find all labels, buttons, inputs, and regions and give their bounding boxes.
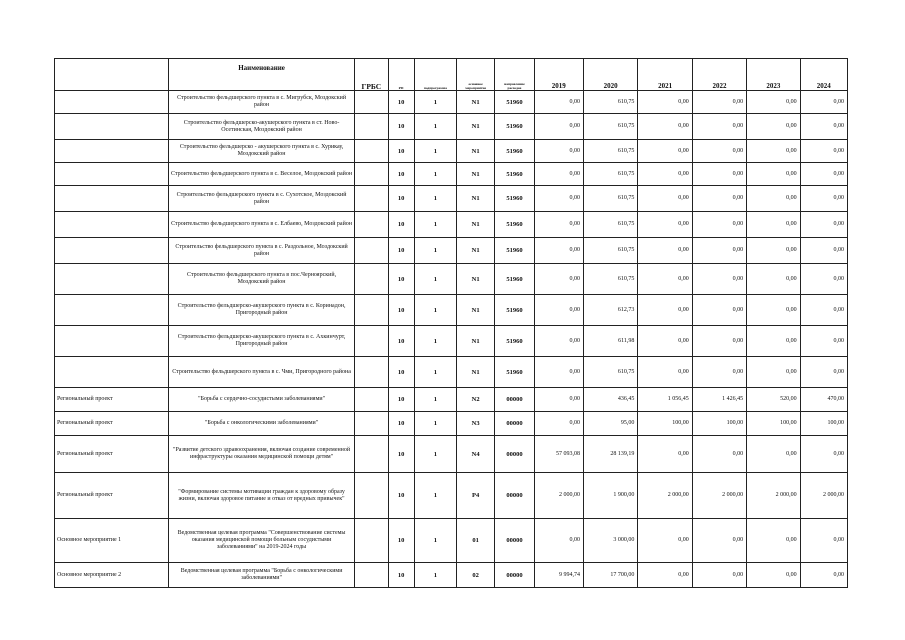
- row-rz: 10: [388, 163, 414, 186]
- row-value-2021: 2 000,00: [638, 473, 692, 519]
- row-category: [55, 295, 169, 326]
- row-main-event: N1: [457, 186, 495, 212]
- header-year-2024: 2024: [800, 59, 847, 91]
- row-rz: 10: [388, 388, 414, 412]
- row-value-2022: 100,00: [692, 412, 746, 436]
- row-value-2022: 2 000,00: [692, 473, 746, 519]
- row-main-event: N1: [457, 238, 495, 264]
- row-subprogram: 1: [414, 186, 456, 212]
- row-value-2021: 0,00: [638, 326, 692, 357]
- table-row: [55, 140, 848, 163]
- row-value-2024: 0,00: [800, 163, 847, 186]
- table-row: [55, 412, 848, 436]
- row-main-event: 02: [457, 563, 495, 588]
- row-direction: 00000: [495, 519, 534, 563]
- row-subprogram: 1: [414, 114, 456, 140]
- row-rz: 10: [388, 357, 414, 388]
- row-value-2022: 0,00: [692, 264, 746, 295]
- row-value-2019: 9 994,74: [534, 563, 583, 588]
- row-value-2019: 0,00: [534, 357, 583, 388]
- row-name: Строительство фельдшерско-акушерского пункта в с. Коринадон, Пригородный район: [168, 295, 354, 326]
- row-category: Региональный проект: [55, 436, 169, 473]
- row-subprogram: 1: [414, 519, 456, 563]
- row-value-2020: 610,75: [583, 238, 637, 264]
- row-direction: 00000: [495, 388, 534, 412]
- row-main-event: N1: [457, 326, 495, 357]
- row-grbs: [355, 473, 388, 519]
- table-row: [55, 519, 848, 563]
- row-value-2023: 0,00: [747, 295, 800, 326]
- table-row: [55, 114, 848, 140]
- row-value-2022: 0,00: [692, 436, 746, 473]
- table-row: [55, 238, 848, 264]
- row-value-2020: 610,75: [583, 140, 637, 163]
- row-name: Строительство фельдшерского пункта в с. Веселое, Моздокский район: [168, 163, 354, 186]
- row-category: [55, 163, 169, 186]
- row-value-2019: 0,00: [534, 91, 583, 114]
- row-subprogram: 1: [414, 140, 456, 163]
- row-value-2022: 0,00: [692, 357, 746, 388]
- row-value-2023: 0,00: [747, 357, 800, 388]
- row-direction: 00000: [495, 473, 534, 519]
- row-value-2021: 0,00: [638, 436, 692, 473]
- row-name: Строительство фельдшерского пункта в с. Чми, Пригородного района: [168, 357, 354, 388]
- row-value-2020: 28 139,19: [583, 436, 637, 473]
- row-name: Строительство фельдшерско - акушерского пункта в с. Хурикау, Моздокский район: [168, 140, 354, 163]
- row-value-2019: 0,00: [534, 186, 583, 212]
- row-grbs: [355, 140, 388, 163]
- row-value-2020: 3 000,00: [583, 519, 637, 563]
- row-value-2022: 1 426,45: [692, 388, 746, 412]
- row-main-event: N1: [457, 91, 495, 114]
- row-name: "Развитие детского здравоохранения, включая создание современной инфраструктуры оказания медицинской помощи детям": [168, 436, 354, 473]
- row-category: Региональный проект: [55, 388, 169, 412]
- row-direction: 00000: [495, 436, 534, 473]
- row-grbs: [355, 326, 388, 357]
- row-rz: 10: [388, 264, 414, 295]
- row-value-2022: 0,00: [692, 563, 746, 588]
- row-value-2024: 0,00: [800, 238, 847, 264]
- row-category: [55, 186, 169, 212]
- row-direction: 51960: [495, 295, 534, 326]
- row-value-2024: 2 000,00: [800, 473, 847, 519]
- row-direction: 51960: [495, 212, 534, 238]
- row-subprogram: 1: [414, 264, 456, 295]
- row-value-2021: 0,00: [638, 519, 692, 563]
- header-year-2022: 2022: [692, 59, 746, 91]
- row-value-2024: 0,00: [800, 91, 847, 114]
- row-rz: 10: [388, 563, 414, 588]
- row-value-2020: 610,75: [583, 264, 637, 295]
- row-main-event: N1: [457, 264, 495, 295]
- table-row: [55, 91, 848, 114]
- row-value-2020: 17 700,00: [583, 563, 637, 588]
- row-category: [55, 212, 169, 238]
- row-grbs: [355, 412, 388, 436]
- row-value-2023: 0,00: [747, 238, 800, 264]
- row-value-2021: 100,00: [638, 412, 692, 436]
- row-value-2019: 0,00: [534, 264, 583, 295]
- row-value-2020: 610,75: [583, 212, 637, 238]
- table-row: [55, 212, 848, 238]
- row-rz: 10: [388, 473, 414, 519]
- header-subprogram: подпрограмма: [414, 59, 456, 91]
- row-category: Региональный проект: [55, 473, 169, 519]
- row-grbs: [355, 563, 388, 588]
- row-value-2019: 0,00: [534, 412, 583, 436]
- row-value-2020: 610,75: [583, 186, 637, 212]
- row-grbs: [355, 357, 388, 388]
- row-grbs: [355, 264, 388, 295]
- row-value-2019: 0,00: [534, 163, 583, 186]
- header-category: [55, 59, 169, 91]
- row-rz: 10: [388, 212, 414, 238]
- row-value-2021: 0,00: [638, 238, 692, 264]
- row-category: [55, 326, 169, 357]
- row-rz: 10: [388, 140, 414, 163]
- row-value-2024: 470,00: [800, 388, 847, 412]
- row-grbs: [355, 91, 388, 114]
- row-name: Строительство фельдшерского пункта в с. Раздольное, Моздокский район: [168, 238, 354, 264]
- row-direction: 00000: [495, 563, 534, 588]
- row-value-2023: 0,00: [747, 563, 800, 588]
- row-main-event: N1: [457, 140, 495, 163]
- row-main-event: N1: [457, 357, 495, 388]
- row-grbs: [355, 163, 388, 186]
- row-grbs: [355, 114, 388, 140]
- row-subprogram: 1: [414, 212, 456, 238]
- row-main-event: N4: [457, 436, 495, 473]
- row-name: Строительство фельдшерского пункта в с. Елбаево, Моздокский район: [168, 212, 354, 238]
- row-value-2024: 0,00: [800, 563, 847, 588]
- row-value-2019: 0,00: [534, 388, 583, 412]
- row-value-2023: 520,00: [747, 388, 800, 412]
- row-value-2019: 57 093,08: [534, 436, 583, 473]
- row-value-2020: 610,75: [583, 163, 637, 186]
- row-value-2020: 95,00: [583, 412, 637, 436]
- header-direction: направление расходов: [495, 59, 534, 91]
- row-value-2019: 0,00: [534, 326, 583, 357]
- row-value-2019: 0,00: [534, 295, 583, 326]
- row-name: Ведомственная целевая программа "Борьба с онкологическими заболеваниями": [168, 563, 354, 588]
- row-subprogram: 1: [414, 163, 456, 186]
- row-value-2024: 0,00: [800, 295, 847, 326]
- budget-table: [54, 58, 848, 588]
- row-value-2022: 0,00: [692, 140, 746, 163]
- row-category: [55, 140, 169, 163]
- header-main-event: основное мероприятие: [457, 59, 495, 91]
- header-year-2020: 2020: [583, 59, 637, 91]
- row-rz: 10: [388, 91, 414, 114]
- row-name: "Формирование системы мотивации граждан к здоровому образу жизни, включая здоровое питание и отказ от вредных привычек": [168, 473, 354, 519]
- row-direction: 51960: [495, 357, 534, 388]
- row-value-2021: 1 056,45: [638, 388, 692, 412]
- row-direction: 51960: [495, 264, 534, 295]
- table-row: [55, 357, 848, 388]
- table-row: [55, 186, 848, 212]
- row-category: Основное мероприятие 1: [55, 519, 169, 563]
- row-value-2020: 610,75: [583, 91, 637, 114]
- row-main-event: N2: [457, 388, 495, 412]
- row-category: Региональный проект: [55, 412, 169, 436]
- row-grbs: [355, 295, 388, 326]
- row-value-2023: 0,00: [747, 140, 800, 163]
- row-value-2019: 0,00: [534, 140, 583, 163]
- row-rz: 10: [388, 114, 414, 140]
- row-value-2019: 0,00: [534, 212, 583, 238]
- row-main-event: N1: [457, 212, 495, 238]
- row-value-2021: 0,00: [638, 186, 692, 212]
- row-name: Строительство фельдшерского пункта в пос.Черноярский, Моздокский район: [168, 264, 354, 295]
- row-value-2024: 0,00: [800, 326, 847, 357]
- row-value-2023: 0,00: [747, 163, 800, 186]
- row-rz: 10: [388, 295, 414, 326]
- row-name: Строительство фельдшерского пункта в с. Сухотское, Моздокский район: [168, 186, 354, 212]
- row-value-2021: 0,00: [638, 163, 692, 186]
- row-value-2019: 0,00: [534, 114, 583, 140]
- row-value-2020: 610,75: [583, 114, 637, 140]
- header-year-2021: 2021: [638, 59, 692, 91]
- row-subprogram: 1: [414, 295, 456, 326]
- row-value-2024: 0,00: [800, 264, 847, 295]
- row-value-2024: 0,00: [800, 186, 847, 212]
- row-rz: 10: [388, 238, 414, 264]
- row-category: [55, 264, 169, 295]
- table-row: [55, 563, 848, 588]
- row-subprogram: 1: [414, 326, 456, 357]
- row-grbs: [355, 186, 388, 212]
- header-rz: РП: [388, 59, 414, 91]
- row-value-2020: 611,98: [583, 326, 637, 357]
- row-name: Строительство фельдшерского пункта в с. Мигрубск, Моздокский район: [168, 91, 354, 114]
- row-value-2023: 0,00: [747, 114, 800, 140]
- row-direction: 51960: [495, 238, 534, 264]
- row-name: "Борьба с сердечно-сосудистыми заболеваниями": [168, 388, 354, 412]
- table-row: [55, 326, 848, 357]
- row-rz: 10: [388, 326, 414, 357]
- row-value-2024: 0,00: [800, 212, 847, 238]
- row-value-2022: 0,00: [692, 186, 746, 212]
- row-value-2023: 0,00: [747, 519, 800, 563]
- header-grbs: ГРБС: [355, 59, 388, 91]
- row-rz: 10: [388, 412, 414, 436]
- row-value-2024: 0,00: [800, 436, 847, 473]
- row-value-2021: 0,00: [638, 563, 692, 588]
- table-row: [55, 436, 848, 473]
- table-row: [55, 473, 848, 519]
- row-value-2024: 0,00: [800, 114, 847, 140]
- row-value-2022: 0,00: [692, 238, 746, 264]
- row-value-2020: 610,75: [583, 357, 637, 388]
- table-row: [55, 264, 848, 295]
- row-main-event: 01: [457, 519, 495, 563]
- row-direction: 51960: [495, 186, 534, 212]
- row-grbs: [355, 238, 388, 264]
- row-direction: 00000: [495, 412, 534, 436]
- row-value-2022: 0,00: [692, 212, 746, 238]
- row-value-2023: 100,00: [747, 412, 800, 436]
- row-value-2021: 0,00: [638, 140, 692, 163]
- row-rz: 10: [388, 519, 414, 563]
- table-row: [55, 163, 848, 186]
- row-value-2021: 0,00: [638, 357, 692, 388]
- row-direction: 51960: [495, 114, 534, 140]
- row-value-2020: 1 900,00: [583, 473, 637, 519]
- row-grbs: [355, 388, 388, 412]
- row-value-2021: 0,00: [638, 114, 692, 140]
- row-direction: 51960: [495, 326, 534, 357]
- row-name: "Борьба с онкологическими заболеваниями": [168, 412, 354, 436]
- row-grbs: [355, 519, 388, 563]
- row-name: Строительство фельдшерско-акушерского пункта в ст. Ново-Осетинская, Моздокский район: [168, 114, 354, 140]
- row-subprogram: 1: [414, 436, 456, 473]
- row-grbs: [355, 436, 388, 473]
- row-value-2022: 0,00: [692, 519, 746, 563]
- header-name: Наименование: [168, 59, 354, 91]
- row-subprogram: 1: [414, 357, 456, 388]
- row-main-event: N1: [457, 295, 495, 326]
- header-year-2019: 2019: [534, 59, 583, 91]
- row-value-2023: 0,00: [747, 91, 800, 114]
- row-main-event: N1: [457, 114, 495, 140]
- row-subprogram: 1: [414, 91, 456, 114]
- row-value-2024: 0,00: [800, 140, 847, 163]
- row-value-2023: 0,00: [747, 264, 800, 295]
- row-rz: 10: [388, 436, 414, 473]
- row-main-event: P4: [457, 473, 495, 519]
- row-value-2021: 0,00: [638, 295, 692, 326]
- row-name: Ведомственная целевая программа "Совершенствование системы оказания медицинской помощи больным сосудистыми заболеваниями" на 2019-2024 годы: [168, 519, 354, 563]
- row-value-2021: 0,00: [638, 212, 692, 238]
- row-main-event: N3: [457, 412, 495, 436]
- row-direction: 51960: [495, 163, 534, 186]
- row-name: Строительство фельдшерско-акушерского пункта в с. Ахкинчурт, Пригородный район: [168, 326, 354, 357]
- row-value-2024: 0,00: [800, 519, 847, 563]
- row-value-2022: 0,00: [692, 295, 746, 326]
- table-row: [55, 388, 848, 412]
- row-value-2021: 0,00: [638, 264, 692, 295]
- row-category: [55, 357, 169, 388]
- row-category: Основное мероприятие 2: [55, 563, 169, 588]
- row-subprogram: 1: [414, 388, 456, 412]
- row-category: [55, 114, 169, 140]
- row-value-2021: 0,00: [638, 91, 692, 114]
- row-value-2020: 612,73: [583, 295, 637, 326]
- row-value-2023: 0,00: [747, 212, 800, 238]
- row-value-2023: 0,00: [747, 326, 800, 357]
- row-value-2022: 0,00: [692, 326, 746, 357]
- row-rz: 10: [388, 186, 414, 212]
- row-direction: 51960: [495, 140, 534, 163]
- row-category: [55, 238, 169, 264]
- row-value-2019: 2 000,00: [534, 473, 583, 519]
- row-grbs: [355, 212, 388, 238]
- row-value-2019: 0,00: [534, 519, 583, 563]
- row-main-event: N1: [457, 163, 495, 186]
- row-value-2022: 0,00: [692, 91, 746, 114]
- row-value-2022: 0,00: [692, 163, 746, 186]
- table-header-row: [55, 59, 848, 91]
- row-subprogram: 1: [414, 563, 456, 588]
- row-subprogram: 1: [414, 238, 456, 264]
- row-value-2024: 100,00: [800, 412, 847, 436]
- row-category: [55, 91, 169, 114]
- budget-table-page: [54, 58, 848, 588]
- row-direction: 51960: [495, 91, 534, 114]
- row-subprogram: 1: [414, 412, 456, 436]
- row-value-2024: 0,00: [800, 357, 847, 388]
- row-value-2023: 0,00: [747, 186, 800, 212]
- row-subprogram: 1: [414, 473, 456, 519]
- row-value-2023: 0,00: [747, 436, 800, 473]
- row-value-2023: 2 000,00: [747, 473, 800, 519]
- row-value-2020: 436,45: [583, 388, 637, 412]
- table-row: [55, 295, 848, 326]
- row-value-2022: 0,00: [692, 114, 746, 140]
- row-value-2019: 0,00: [534, 238, 583, 264]
- header-year-2023: 2023: [747, 59, 800, 91]
